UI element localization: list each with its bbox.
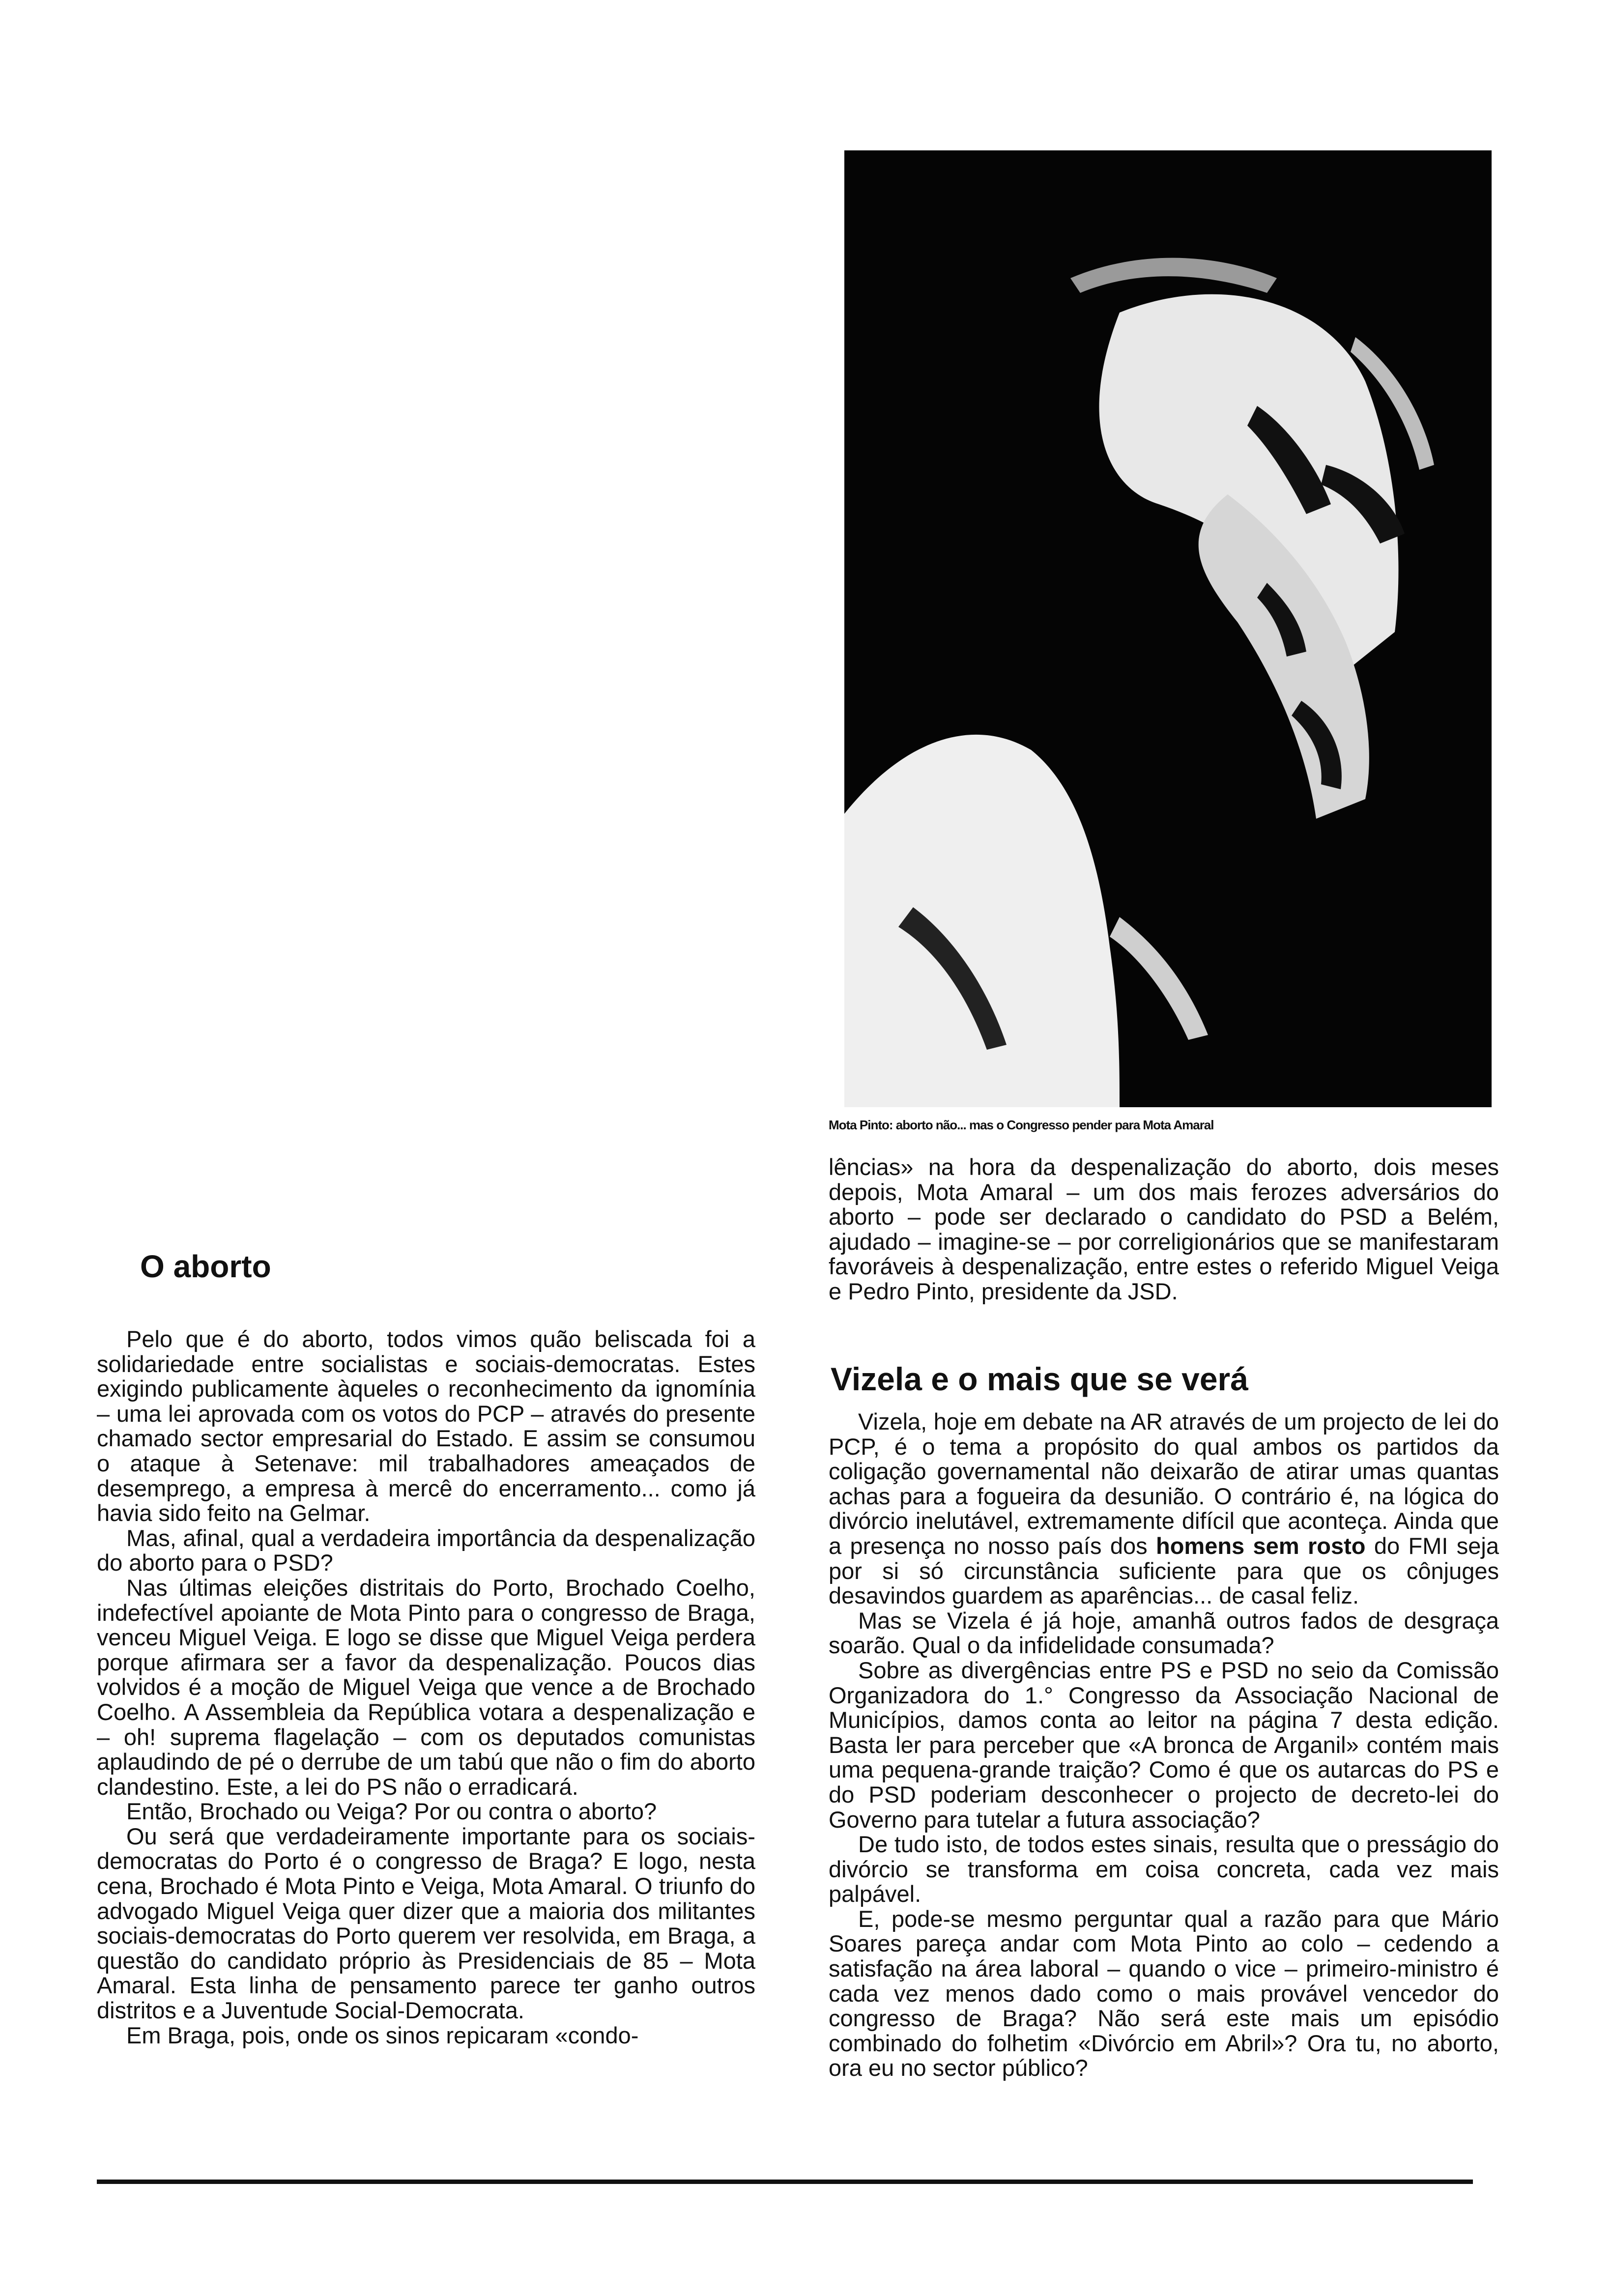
article2-text: do FMI seja por si só circunstância suficiente para que os cônjuges desavindos guardem as aparências... de casal feliz. (829, 1532, 1499, 1609)
article2-paragraph: De tudo isto, de todos estes sinais, resulta que o presságio do divórcio se transforma em coisa concreta, cada vez mais palpável. (829, 1831, 1499, 1907)
article1-continuation-column (829, 1155, 1499, 1304)
article2-title: Vizela e o mais que se verá (831, 1361, 1248, 1397)
article1-continuation: lências» na hora da despenalização do aborto, dois meses depois, Mota Amaral – um dos mais ferozes adversários do aborto – pode ser declarado o candidato do PSD a Belém, ajudado – imagine-se – por correligionários que se manifestaram favoráveis à despenalização, entre estes o referido Miguel Veiga e Pedro Pinto, presidente da JSD. (829, 1154, 1499, 1304)
article2-paragraph (829, 1409, 1499, 1608)
article1-paragraph: Mas, afinal, qual a verdadeira importância da despenalização do aborto para o PSD? (97, 1524, 755, 1576)
article2-paragraph: Sobre as divergências entre PS e PSD no seio da Comissão Organizadora do 1.° Congresso da Associação Nacional de Municípios, damos conta ao leitor na página 7 desta edição. Basta ler para perceber que «A bronca de Arganil» contém mais uma pequena-grande traição? Como é que os autarcas do PS e do PSD poderiam desconhecer o projecto de decreto-lei do Governo para tutelar a futura associação? (829, 1657, 1499, 1833)
article2-paragraph: E, pode-se mesmo perguntar qual a razão para que Mário Soares pareça andar com Mota Pinto ao colo – cedendo a satisfação na área laboral – quando o vice – primeiro-ministro é cada vez menos dado como o mais provável vencedor do congresso de Braga? Não será este mais um episódio combinado do folhetim «Divórcio em Abril»? Ora tu, no aborto, ora eu no sector público? (829, 1905, 1499, 2081)
bottom-rule (97, 2180, 1473, 2184)
article1-paragraph: Ou será que verdadeiramente importante para os sociais-democratas do Porto é o congresso de Braga? E logo, nesta cena, Brochado é Mota Pinto e Veiga, Mota Amaral. O triunfo do advogado Miguel Veiga quer dizer que a maioria dos militantes sociais-democratas do Porto querem ver resolvida, em Braga, a questão do candidato próprio às Presidenciais de 85 – Mota Amaral. Esta linha de pensamento parece ter ganho outros distritos e a Juventude Social-Democrata. (97, 1823, 755, 2024)
article2-body (829, 1409, 1499, 2081)
article1-paragraph: Em Braga, pois, onde os sinos repicaram «condo- (126, 2022, 639, 2048)
article1-title: O aborto (140, 1249, 271, 1284)
article1-paragraph: Então, Brochado ou Veiga? Por ou contra o aborto? (126, 1798, 657, 1825)
article1-paragraph: Nas últimas eleições distritais do Porto, Brochado Coelho, indefectível apoiante de Mota Pinto para o congresso de Braga, venceu Miguel Veiga. E logo se disse que Miguel Veiga perdera porque afirmara ser a favor da despenalização. Poucos dias volvidos é a moção de Miguel Veiga que vence a de Brochado Coelho. A Assembleia da República votara a despenalização e – oh! suprema flagelação – com os deputados comunistas aplaudindo de pé o derrube de um tabú que não o fim do aborto clandestino. Este, a lei do PS não o erradicará. (97, 1574, 755, 1800)
article2-bold-phrase: homens sem rosto (1155, 1532, 1366, 1559)
article1-body (97, 1327, 755, 2048)
article2-paragraph: Mas se Vizela é já hoje, amanhã outros fados de desgraça soarão. Qual o da infidelidade consumada? (829, 1607, 1499, 1659)
photo-caption: Mota Pinto: aborto não... mas o Congresso pender para Mota Amaral (829, 1118, 1214, 1132)
article2-text: Vizela, hoje em debate na AR através de um projecto de lei do PCP, é o tema a propósito do qual ambos os partidos da coligação governamental não deixarão de atirar umas quantas achas para a fogueira da desunião. O contrário é, na lógica do divórcio inelutável, extremamente difícil que aconteça. Ainda que a presença no nosso país dos (829, 1408, 1499, 1559)
article1-paragraph: Pelo que é do aborto, todos vimos quão beliscada foi a solidariedade entre socialistas e sociais-democratas. Estes exigindo publicamente àqueles o reconhecimento da ignomínia – uma lei aprovada com os votos do PCP – através do presente chamado sector empresarial do Estado. E assim se consumou o ataque à Setenave: mil trabalhadores ameaçados de desemprego, a empresa à mercê do encerramento... como já havia sido feito na Gelmar. (97, 1326, 755, 1526)
portrait-image (844, 150, 1492, 1107)
article-photo (844, 150, 1492, 1107)
